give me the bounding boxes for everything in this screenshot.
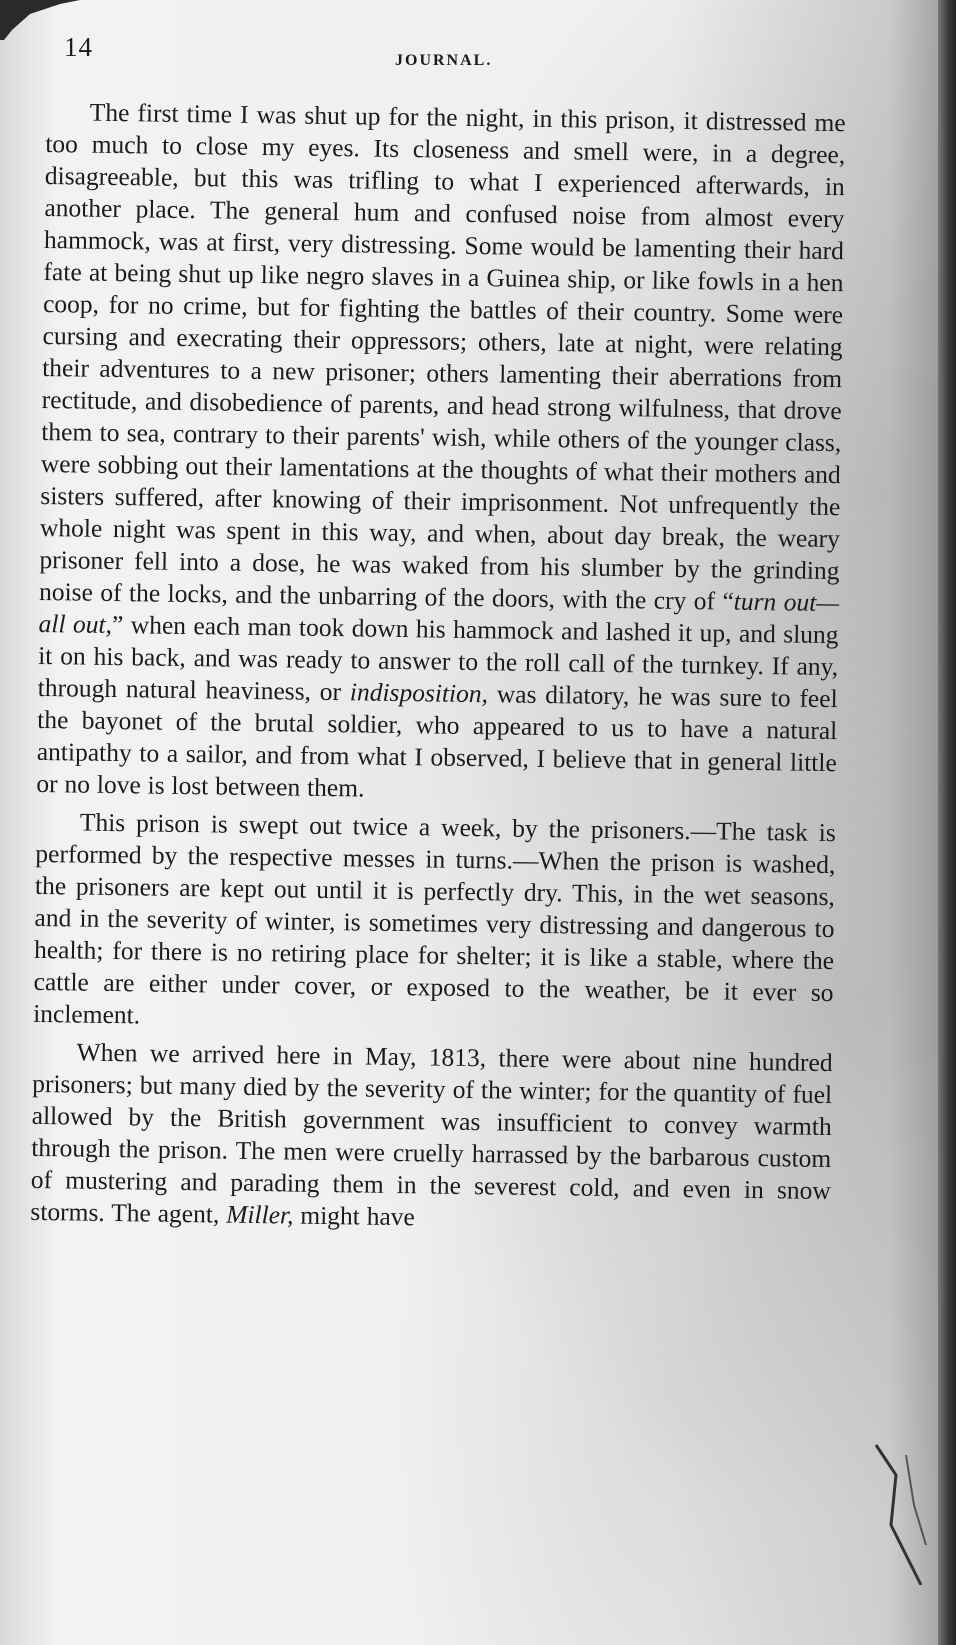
page-edge-shadow (938, 0, 956, 1645)
paragraph-3-text: When we arrived here in May, 1813, there were about nine hundred prisoners; but many died by the severity of the winter; for the quantity of fuel allowed by the British government was insufficient to convey warmth through the prison. The men were cruelly harrassed by the barbarous custom of mustering and parading them in the severest cold, and even in snow storms. The agent, (30, 1037, 833, 1229)
running-head: JOURNAL. (395, 52, 493, 69)
body-text (30, 96, 846, 1239)
paragraph-1 (36, 96, 846, 811)
paragraph-3 (30, 1036, 833, 1239)
paragraph-3-italic-name: Miller, (226, 1199, 294, 1230)
paragraph-3-text-end: might have (293, 1200, 416, 1232)
paragraph-1-text: The first time I was shut up for the night, in this prison, it distressed me too much to close my eyes. Its closeness and smell were, in a degree, disagreeable, but this was trifling to what I experienced afterwards, in another place. The general hum and confused noise from almost every hammock, was at first, very distressing. Some would be lamenting their hard fate at being shut up like negro slaves in a Guinea ship, or like fowls in a hen coop, for no crime, but for fighting the battles of their country. Some were cursing and execrating their oppressors; others, late at night, were relating their adventures to a new prisoner; others lamenting their aberrations from rectitude, and disobedience of parents, and head strong wilfulness, that drove them to sea, contrary to their parents' wish, while others of the younger class, were sobbing out their lamentations at the thoughts of what their mothers and sisters suffered, after knowing of their imprisonment. Not unfrequently the whole night was spent in this way, and when, about day break, the weary prisoner fell into a dose, he was waked from his slumber by the grinding noise of the locks, and the unbarring of the doors, with the cry of “ (38, 97, 846, 616)
paragraph-1-italic-cry: turn out—all out, (38, 586, 840, 639)
paragraph-1-text-end: was dilatory, he was sure to feel the bayonet of the brutal soldier, who appeared to us to have a natural antipathy to a sailor, and from what I observed, I believe that in general little or no love is lost between them. (36, 679, 838, 803)
torn-edge-mark (866, 1435, 936, 1585)
paragraph-2: This prison is swept out twice a week, by the prisoners.—The task is performed by the respective messes in turns.—When the prison is washed, the prisoners are kept out until it is perfectly dry. This, in the wet seasons, and in the severity of winter, is sometimes very distressing and dangerous to health; for there is no retiring place for shelter; it is like a stable, where the cattle are either under cover, or exposed to the weather, be it ever so inclement. (32, 807, 836, 1030)
page-number: 14 (64, 32, 93, 62)
paragraph-1-italic-indisposition: indisposition, (349, 677, 489, 709)
paragraph-1-text-middle: ” when each man took down his hammock and lashed it up, and slung it on his back, and was ready to answer to the roll call of the turnkey. If any, through natural heaviness, or (37, 609, 839, 707)
